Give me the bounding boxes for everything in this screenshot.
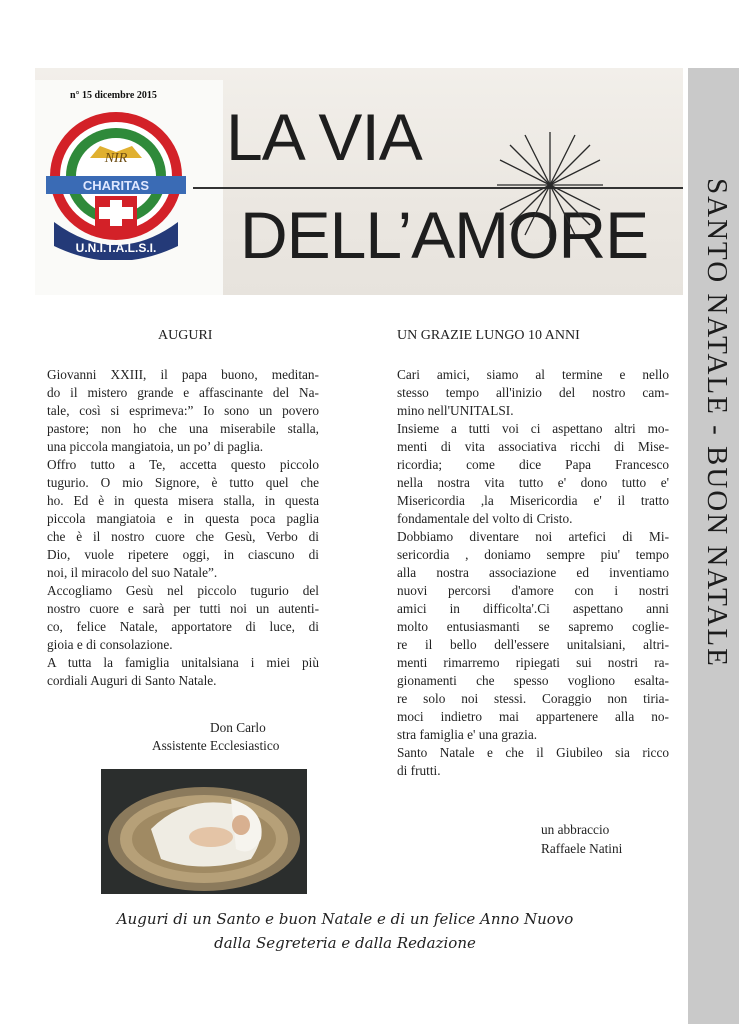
body-line: noi, il miracolo del suo Natale”.: [47, 565, 218, 580]
body-line: A tutta la famiglia unitalsiana i miei più: [47, 655, 319, 670]
body-line: moci indietro mai appartenere alla no-: [397, 709, 669, 724]
body-line: sericordia , doniamo sempre piu' tempo: [397, 547, 669, 562]
body-line: mino nell'UNITALSI.: [397, 403, 514, 418]
body-line: cordiali Auguri di Santo Natale.: [47, 673, 217, 688]
body-line: stesso tempo all'inizio del nostro cam-: [397, 385, 669, 400]
body-line: do il mistero grande e affascinante del Na-: [47, 385, 319, 400]
sidebar-text: SANTO NATALE - BUON NATALE: [701, 178, 733, 668]
body-line: Insieme a tutti voi ci aspettano altri mo-: [397, 421, 669, 436]
body-line: una piccola mangiatoia, un po’ di paglia.: [47, 439, 264, 454]
body-line: piccola mangiatoia e in questa poca paglia: [47, 511, 319, 526]
left-signature-role: Assistente Ecclesiastico: [152, 738, 280, 753]
body-line: co, felice Natale, apportatore di luce, di: [47, 619, 319, 634]
logo-bottom-text: U.N.I.T.A.L.S.I.: [75, 241, 157, 255]
right-article-body: [397, 366, 669, 780]
body-line: alla nostra associazione ed inventiamo: [397, 565, 669, 580]
left-article-title: AUGURI: [158, 328, 213, 343]
star-burst-icon: [495, 130, 605, 240]
body-line: Dio, vuole ripetere oggi, in ciascuno di: [47, 547, 319, 562]
right-article-title: UN GRAZIE LUNGO 10 ANNI: [397, 328, 580, 343]
footer-greeting-line2: dalla Segreteria e dalla Redazione: [214, 934, 476, 952]
body-line: tale, così si esprimeva:” Io sono un povero: [47, 403, 319, 418]
body-line: re solo noi stessi. Coraggio non tiria-: [397, 691, 669, 706]
body-line: Misericordia ,la Misericordia e' il tratto: [397, 493, 669, 508]
body-line: re il bello dell'essere unitalsiani, altri-: [397, 637, 669, 652]
right-signature-name: Raffaele Natini: [541, 841, 623, 856]
issue-label: n° 15 dicembre 2015: [70, 90, 157, 101]
body-line: Santo Natale e che il Giubileo sia ricco: [397, 745, 669, 760]
left-article-body: [47, 366, 319, 690]
body-line: menti rimarremo ripiegati sui nostri ra-: [397, 655, 669, 670]
body-line: stra famiglia e' una grazia.: [397, 727, 538, 742]
masthead-title-line1: LA VIA: [226, 100, 422, 174]
body-line: amici in difficolta'.Ci aspettano anni: [397, 601, 669, 616]
body-line: gioia e di consolazione.: [47, 637, 173, 652]
footer-greeting-line1: Auguri di un Santo e buon Natale e di un felice Anno Nuovo: [116, 910, 574, 928]
body-line: che è il nostro cuore che Gesù, Verbo di: [47, 529, 319, 544]
body-line: ricordia; come dice Papa Francesco: [397, 457, 669, 472]
body-line: tugurio. O mio Signore, è tutto quel che: [47, 475, 319, 490]
right-signature-closing: un abbraccio: [541, 822, 610, 837]
body-line: menti di vita associativa ricchi di Mise-: [397, 439, 669, 454]
masthead-rule: [193, 187, 683, 189]
body-line: Cari amici, siamo al termine e nello: [397, 367, 669, 382]
logo-top-text: NIR: [104, 151, 128, 166]
left-signature-name: Don Carlo: [210, 720, 266, 735]
body-line: gionamenti che spesso vogliono esalta-: [397, 673, 669, 688]
body-line: nuovi percorsi d'amore con i nostri: [397, 583, 669, 598]
nativity-photo: [101, 769, 307, 894]
unitalsi-logo: [40, 106, 192, 260]
body-line: pastore; non ho che una miserabile stalla,: [47, 421, 319, 436]
body-line: di frutti.: [397, 763, 441, 778]
body-line: molto entusiasmanti se sapremo coglie-: [397, 619, 669, 634]
body-line: Accogliamo Gesù nel piccolo tugurio del: [47, 583, 319, 598]
body-line: nella nostra vita tutto e' dono tutto e': [397, 475, 669, 490]
body-line: Offro tutto a Te, accetta questo piccolo: [47, 457, 319, 472]
body-line: Dobbiamo diventare noi artefici di Mi-: [397, 529, 669, 544]
body-line: nostro cuore e sarà per tutti noi un autenti-: [47, 601, 319, 616]
body-line: Giovanni XXIII, il papa buono, meditan-: [47, 367, 319, 382]
body-line: ho. Ed è in questa misera stalla, in questa: [47, 493, 319, 508]
masthead-title-line2: DELL’AMORE: [240, 198, 649, 272]
logo-band-text: CHARITAS: [82, 178, 150, 193]
body-line: fondamentale del volto di Cristo.: [397, 511, 573, 526]
